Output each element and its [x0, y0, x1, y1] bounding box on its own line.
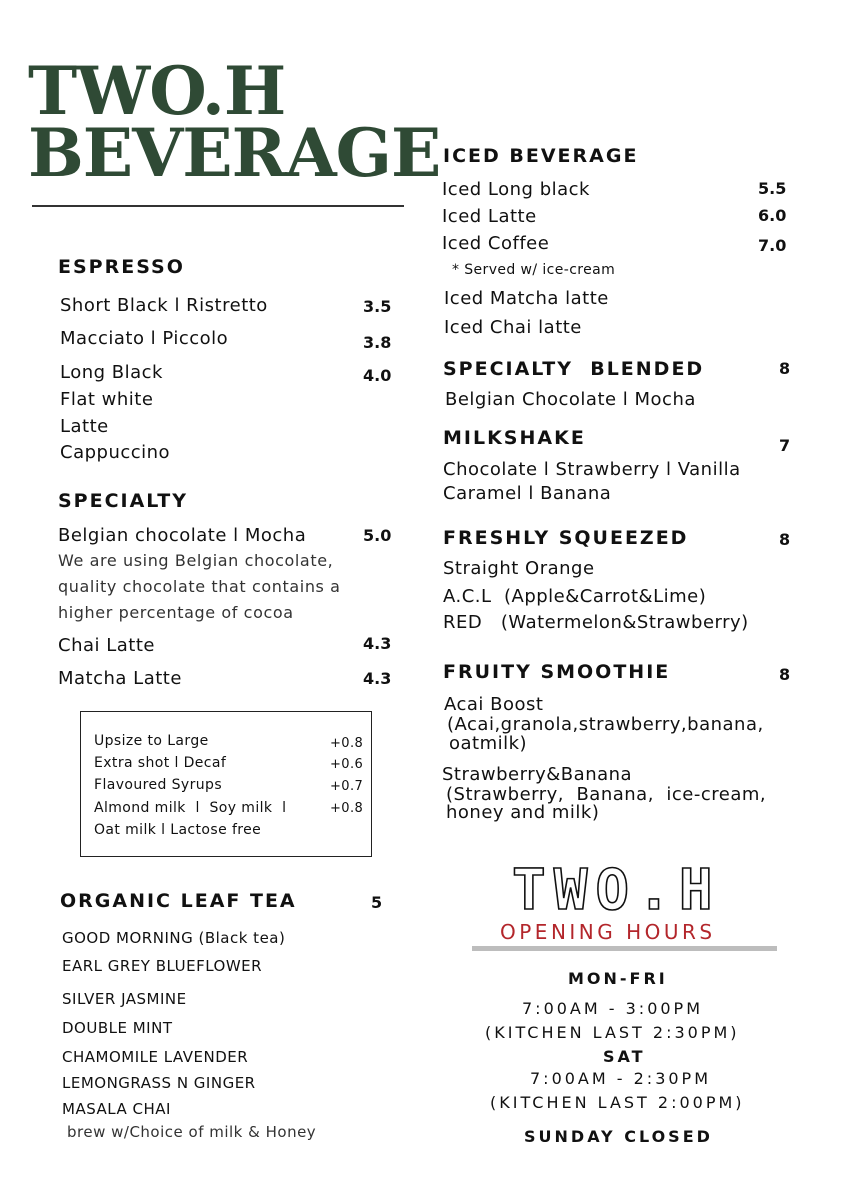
- menu-item-name: Caramel l Banana: [443, 483, 612, 504]
- leaf-tea-heading: ORGANIC LEAF TEA: [60, 890, 297, 912]
- espresso-heading: ESPRESSO: [58, 256, 185, 278]
- brand-logo: TWO.H: [512, 858, 721, 923]
- opening-hours-title: OPENING HOURS: [500, 920, 716, 944]
- menu-item-price: 6.0: [758, 206, 787, 225]
- title-divider: [32, 205, 404, 207]
- menu-item-price: 3.8: [363, 333, 392, 352]
- menu-title-line2: BEVERAGE: [28, 114, 441, 192]
- menu-item-name: Iced Latte: [442, 206, 537, 227]
- mon-fri-label: MON-FRI: [568, 969, 668, 988]
- menu-item-name: Matcha Latte: [58, 668, 182, 689]
- menu-item-price: 5.0: [363, 526, 392, 545]
- blended-heading: SPECIALTY BLENDED: [443, 358, 705, 380]
- tea-item: LEMONGRASS N GINGER: [62, 1074, 256, 1092]
- menu-item-name: RED (Watermelon&Strawberry): [443, 612, 749, 633]
- milkshake-price: 7: [779, 436, 791, 455]
- smoothie-heading: FRUITY SMOOTHIE: [443, 661, 671, 683]
- menu-item-price: 5.5: [758, 179, 787, 198]
- smoothie-ingredients: oatmilk): [449, 733, 528, 754]
- tea-item: SILVER JASMINE: [62, 990, 187, 1008]
- smoothie-ingredients: honey and milk): [446, 802, 600, 823]
- mon-fri-kitchen: (KITCHEN LAST 2:30PM): [485, 1023, 740, 1042]
- menu-item-name: Chai Latte: [58, 635, 155, 656]
- addon-name: Flavoured Syrups: [94, 777, 223, 793]
- menu-item-name: Iced Matcha latte: [444, 288, 609, 309]
- menu-item-name: Cappuccino: [60, 442, 171, 463]
- menu-item-name: Iced Coffee: [442, 233, 550, 254]
- menu-item-name: Strawberry&Banana: [442, 764, 633, 785]
- menu-item-price: 4.3: [363, 669, 392, 688]
- addon-price: +0.8: [330, 736, 364, 751]
- menu-item-price: 3.5: [363, 297, 392, 316]
- sat-label: SAT: [603, 1047, 646, 1066]
- iced-note: * Served w/ ice-cream: [452, 262, 616, 278]
- menu-item-name: Long Black: [60, 362, 163, 383]
- tea-item: DOUBLE MINT: [62, 1019, 173, 1037]
- addon-price: +0.6: [330, 757, 364, 772]
- menu-item-name: Chocolate l Strawberry l Vanilla: [443, 459, 741, 480]
- iced-heading: ICED BEVERAGE: [443, 145, 639, 167]
- menu-item-name: Acai Boost: [444, 694, 544, 715]
- menu-item-name: Iced Chai latte: [444, 317, 582, 338]
- menu-item-name: Latte: [60, 416, 109, 437]
- addon-name: Extra shot l Decaf: [94, 755, 227, 771]
- tea-item: CHAMOMILE LAVENDER: [62, 1048, 249, 1066]
- specialty-description: We are using Belgian chocolate, quality chocolate that contains a higher percentage of cocoa: [58, 551, 341, 622]
- tea-item: EARL GREY BLUEFLOWER: [62, 957, 263, 975]
- blended-price: 8: [779, 359, 791, 378]
- menu-item-name: Belgian chocolate l Mocha: [58, 525, 307, 546]
- menu-item-name: Short Black l Ristretto: [60, 295, 268, 316]
- menu-item-price: 4.0: [363, 366, 392, 385]
- menu-item-price: 4.3: [363, 634, 392, 653]
- leaf-tea-price: 5: [371, 893, 383, 912]
- sunday-closed: SUNDAY CLOSED: [524, 1127, 713, 1146]
- tea-item: MASALA CHAI: [62, 1100, 171, 1118]
- addon-name: Almond milk l Soy milk l: [94, 800, 287, 816]
- sat-kitchen: (KITCHEN LAST 2:00PM): [490, 1093, 745, 1112]
- menu-item-name: Macciato l Piccolo: [60, 328, 229, 349]
- menu-item-price: 7.0: [758, 236, 787, 255]
- addon-price: +0.7: [330, 779, 364, 794]
- tea-note: brew w/Choice of milk & Honey: [67, 1123, 317, 1141]
- menu-item-name: Belgian Chocolate l Mocha: [445, 389, 696, 410]
- addon-name: Oat milk l Lactose free: [94, 822, 262, 838]
- smoothie-price: 8: [779, 665, 791, 684]
- addon-price: +0.8: [330, 801, 364, 816]
- smoothie-ingredients: (Acai,granola,strawberry,banana,: [447, 714, 764, 735]
- smoothie-ingredients: (Strawberry, Banana, ice-cream,: [446, 784, 767, 805]
- squeezed-price: 8: [779, 530, 791, 549]
- menu-title-line1: TWO.H: [28, 52, 286, 130]
- sat-hours: 7:00AM - 2:30PM: [530, 1069, 712, 1088]
- specialty-heading: SPECIALTY: [58, 490, 188, 512]
- tea-item: GOOD MORNING (Black tea): [62, 929, 286, 947]
- addon-name: Upsize to Large: [94, 733, 209, 749]
- menu-item-name: Iced Long black: [442, 179, 590, 200]
- menu-item-name: A.C.L (Apple&Carrot&Lime): [443, 586, 707, 607]
- menu-item-name: Flat white: [60, 389, 154, 410]
- milkshake-heading: MILKSHAKE: [443, 427, 586, 449]
- squeezed-heading: FRESHLY SQUEEZED: [443, 527, 689, 549]
- hours-divider: [472, 946, 777, 951]
- menu-item-name: Straight Orange: [443, 558, 595, 579]
- mon-fri-hours: 7:00AM - 3:00PM: [522, 999, 704, 1018]
